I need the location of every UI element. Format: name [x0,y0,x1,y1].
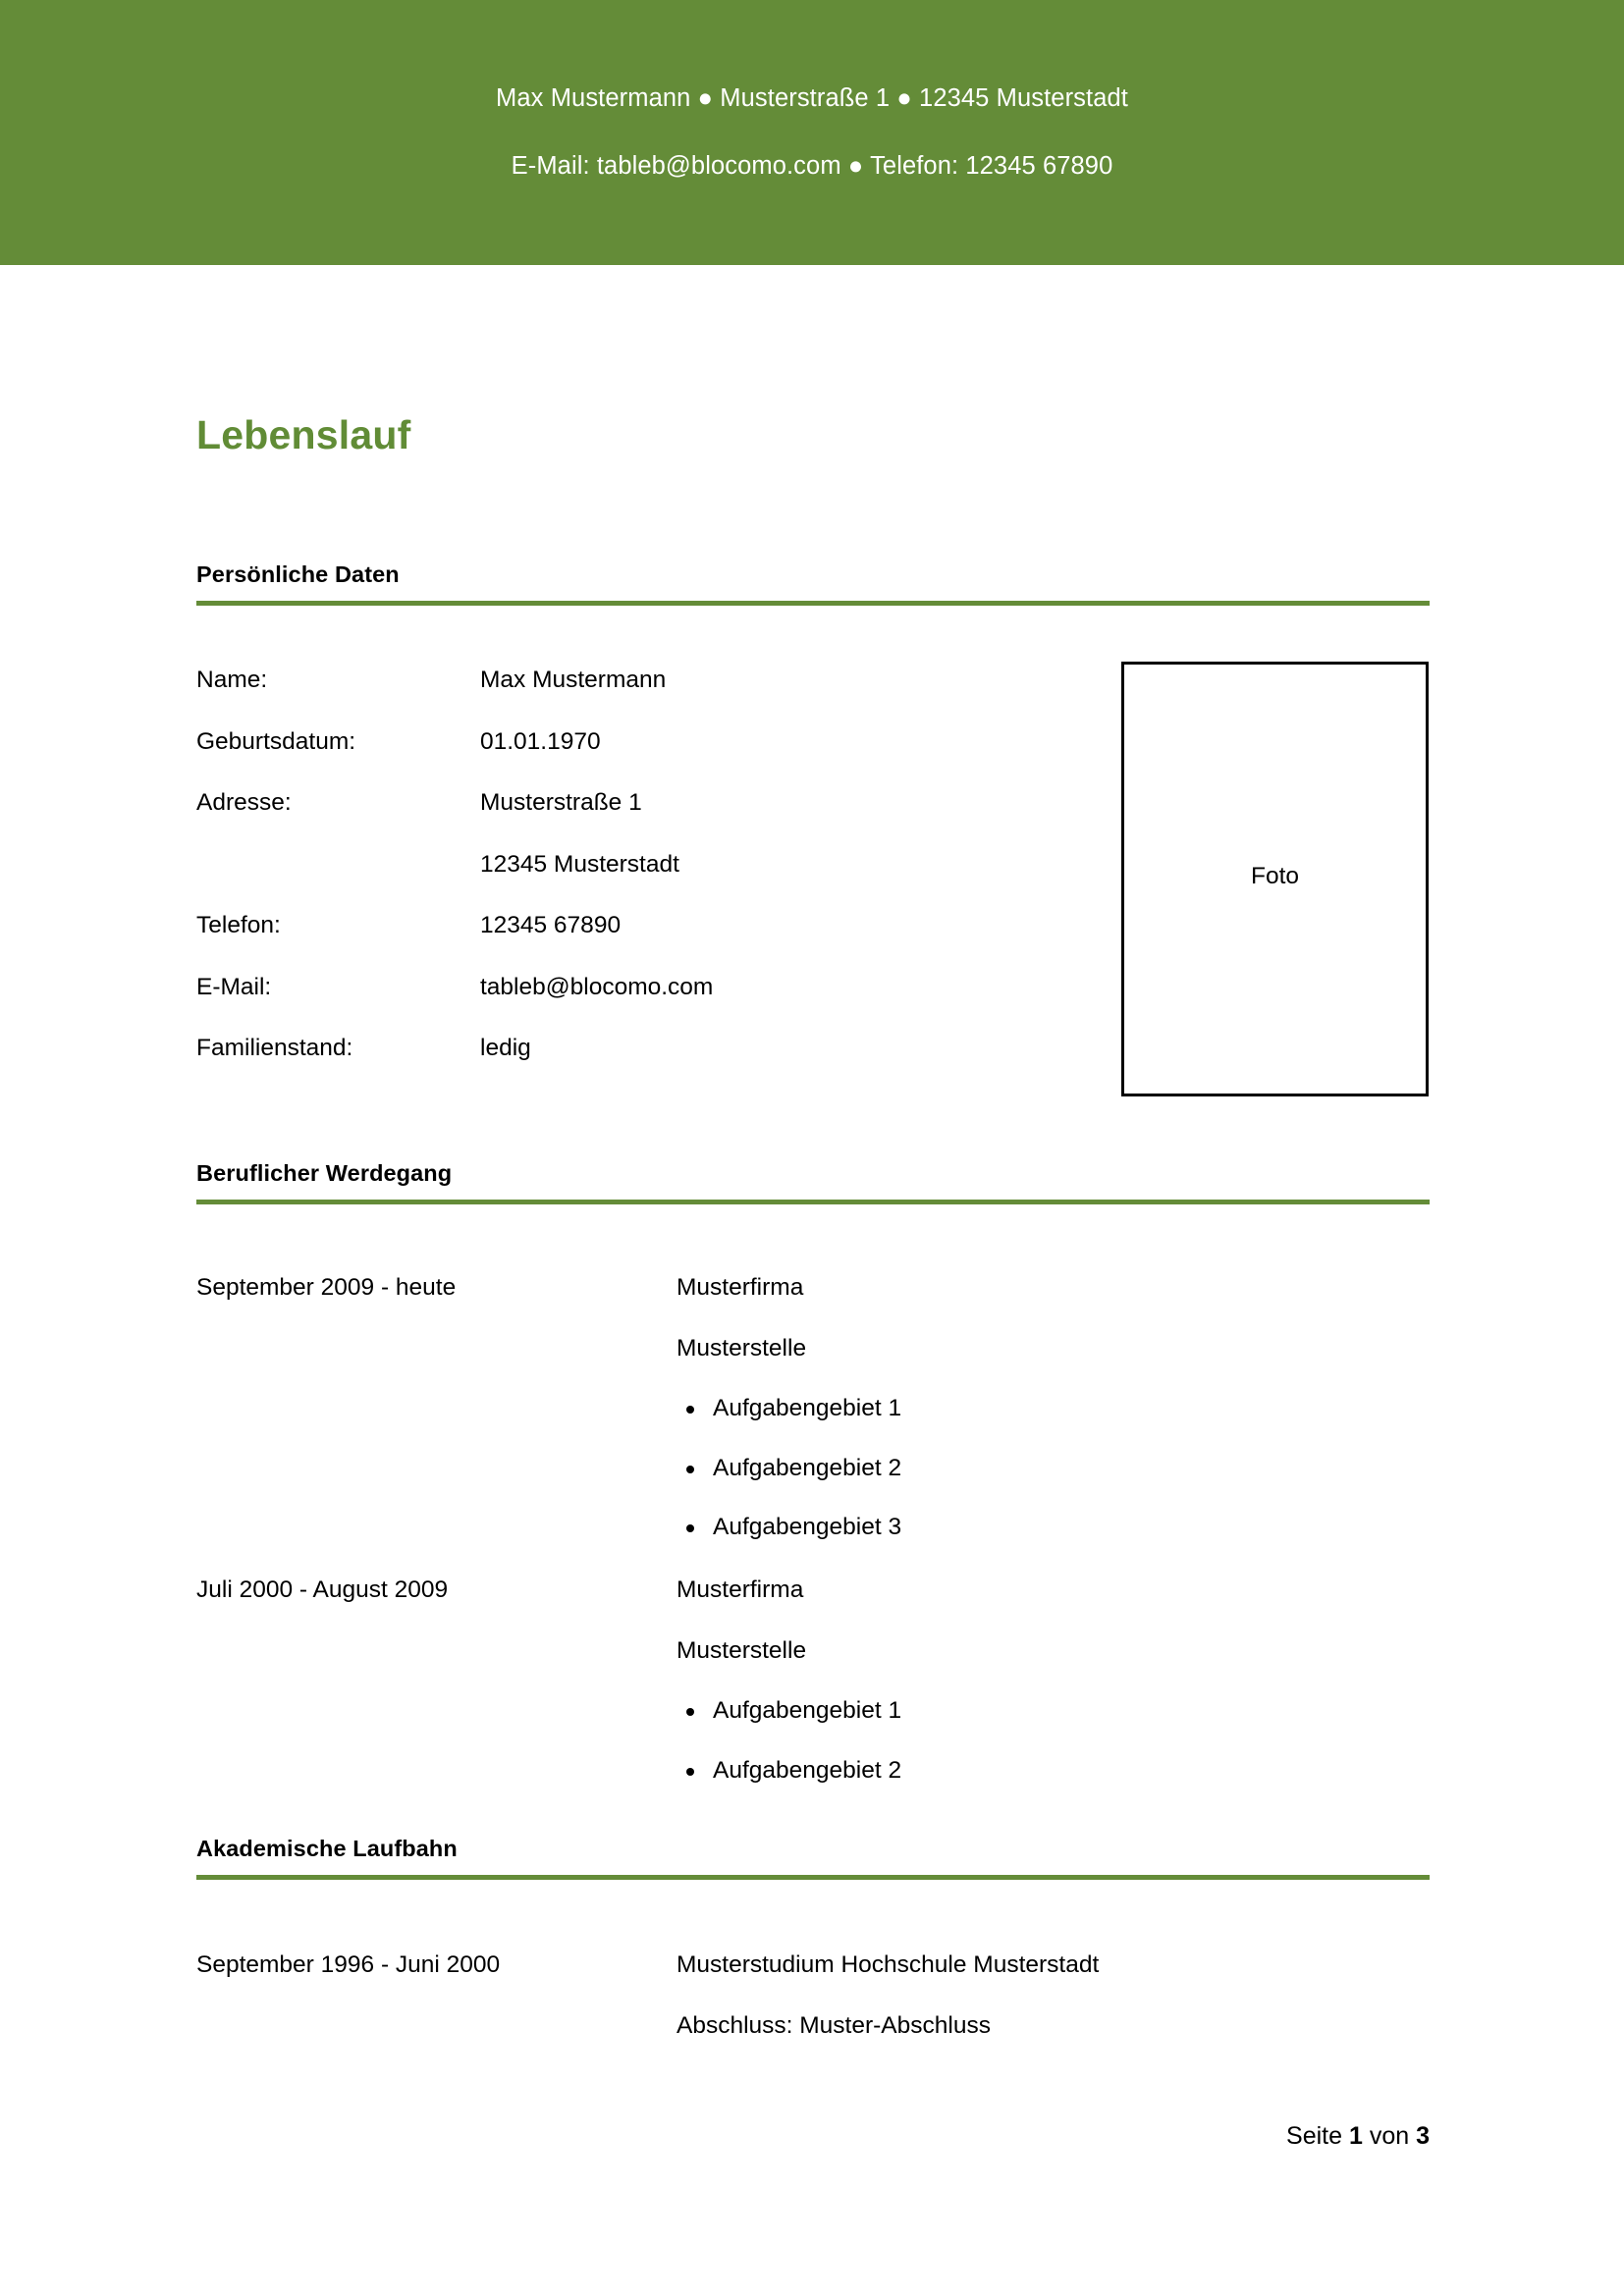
entry-details [677,1276,1430,1575]
field-value: tableb@blocomo.com [480,973,714,1000]
field-value: 12345 67890 [480,912,622,938]
field-value: ledig [480,1035,531,1061]
entry-period: September 2009 - heute [196,1274,457,1301]
list-item: Aufgabengebiet 2 [677,1759,1430,1784]
field-label: Familienstand: [196,1035,353,1061]
footer-current-page: 1 [1348,2122,1363,2150]
page-title: Lebenslauf [196,412,411,457]
table-row [196,973,1080,1038]
section-academic [196,1838,1430,1880]
footer-total-pages: 3 [1416,2122,1430,2150]
field-label: E-Mail: [196,973,272,1000]
career-entry-2 [196,1578,1430,1818]
entry-details [677,1953,1430,2038]
table-row [196,850,1080,915]
page-footer [196,2124,1430,2149]
section-rule-personal-data [196,601,1430,606]
field-label: Telefon: [196,912,281,938]
list-item: Aufgabengebiet 1 [677,1397,1430,1421]
section-career [196,1162,1430,1204]
photo-placeholder-label: Foto [1250,863,1300,889]
academic-entry-1 [196,1953,1430,2038]
list-item: Aufgabengebiet 3 [677,1516,1430,1540]
table-row [196,727,1080,792]
section-heading-personal-data: Persönliche Daten [196,561,400,587]
photo-placeholder-box [1121,662,1429,1096]
list-item: Aufgabengebiet 2 [677,1457,1430,1481]
entry-task-list [677,1397,1430,1540]
entry-position: Musterstelle [677,1334,807,1362]
section-personal-data [196,563,1430,606]
field-value: 12345 Musterstadt [480,850,679,878]
list-item [196,1276,1430,1575]
entry-degree: Abschluss: Muster-Abschluss [677,2011,991,2039]
field-label: Adresse: [196,789,292,816]
section-heading-career: Beruflicher Werdegang [196,1160,453,1186]
field-value: 01.01.1970 [480,727,601,755]
table-row [196,668,1080,730]
entry-company: Musterfirma [677,1576,804,1603]
entry-position: Musterstelle [677,1636,807,1664]
table-row [196,791,1080,853]
entry-period: September 1996 - Juni 2000 [196,1951,501,1978]
footer-middle: von [1369,2122,1410,2150]
entry-period: Juli 2000 - August 2009 [196,1576,449,1603]
header-contact-block [0,86,1624,179]
entry-details [677,1578,1430,1818]
field-label: Name: [196,667,268,693]
field-label: Geburtsdatum: [196,727,356,755]
table-row [196,914,1080,976]
field-value: Musterstraße 1 [480,789,642,816]
entry-study: Musterstudium Hochschule Musterstadt [677,1951,1100,1978]
section-heading-academic: Akademische Laufbahn [196,1836,458,1861]
career-entry-1 [196,1276,1430,1575]
section-rule-career [196,1200,1430,1204]
entry-company: Musterfirma [677,1274,804,1301]
table-row [196,1037,1080,1098]
field-value: Max Mustermann [480,667,667,693]
footer-prefix: Seite [1286,2122,1343,2150]
list-item [196,1953,1430,2038]
personal-data-table [196,668,1080,1098]
list-item [196,1578,1430,1818]
list-item: Aufgabengebiet 1 [677,1699,1430,1724]
header-contact-line: E-Mail: tableb@blocomo.com ● Telefon: 12345 67890 [511,151,1113,180]
section-rule-academic [196,1875,1430,1880]
entry-task-list [677,1699,1430,1783]
page-header-band [0,0,1624,265]
header-address-line: Max Mustermann ● Musterstraße 1 ● 12345 Musterstadt [496,84,1128,112]
